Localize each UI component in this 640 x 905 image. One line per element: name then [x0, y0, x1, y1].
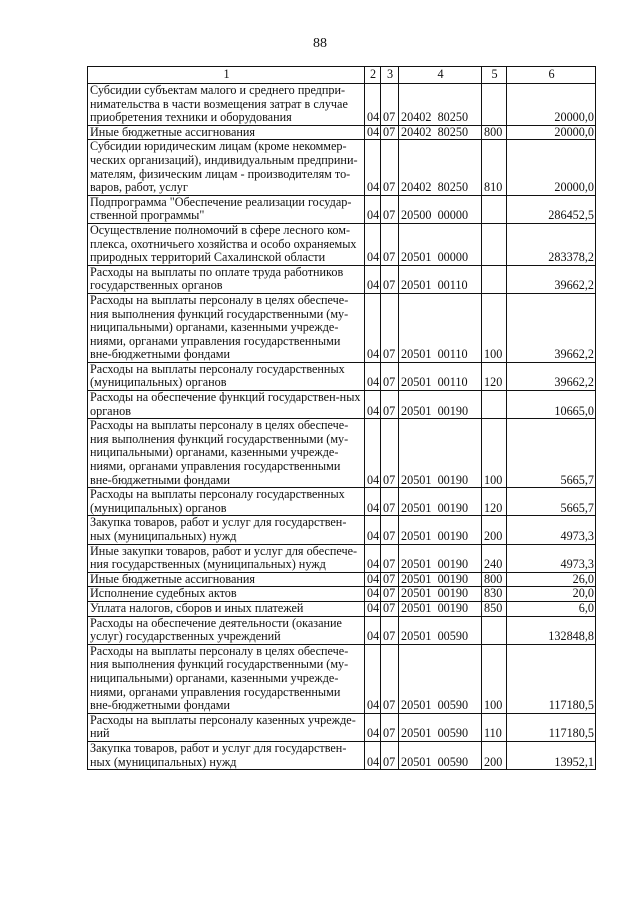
cell-expense-type [482, 265, 507, 293]
cell-subsection: 07 [381, 362, 399, 390]
cell-sum: 4973,3 [507, 516, 596, 544]
cell-name: Расходы на обеспечение функций государствен-ных органов [88, 391, 365, 419]
table-row [88, 644, 596, 713]
cell-article: 20501 00190 [399, 488, 482, 516]
table-row [88, 265, 596, 293]
cell-expense-type: 120 [482, 362, 507, 390]
cell-sum: 13952,1 [507, 741, 596, 769]
cell-name: Осуществление полномочий в сфере лесного ком-плекса, охотничьего хозяйства и особо охраняемых природных территорий Сахалинской области [88, 223, 365, 265]
header-row [88, 67, 596, 84]
cell-subsection: 07 [381, 195, 399, 223]
cell-expense-type: 100 [482, 293, 507, 362]
cell-expense-type [482, 391, 507, 419]
cell-section: 04 [365, 293, 381, 362]
cell-name: Исполнение судебных актов [88, 587, 365, 602]
cell-subsection: 07 [381, 488, 399, 516]
table-row [88, 391, 596, 419]
cell-section: 04 [365, 644, 381, 713]
budget-table [87, 66, 596, 770]
cell-expense-type [482, 84, 507, 126]
cell-section: 04 [365, 587, 381, 602]
cell-article: 20501 00190 [399, 391, 482, 419]
cell-article: 20501 00000 [399, 223, 482, 265]
cell-sum: 20000,0 [507, 140, 596, 195]
cell-sum: 39662,2 [507, 293, 596, 362]
cell-section: 04 [365, 223, 381, 265]
cell-article: 20402 80250 [399, 84, 482, 126]
cell-article: 20500 00000 [399, 195, 482, 223]
cell-expense-type: 200 [482, 741, 507, 769]
table-body [88, 84, 596, 770]
cell-expense-type: 800 [482, 572, 507, 587]
cell-subsection: 07 [381, 587, 399, 602]
cell-section: 04 [365, 419, 381, 488]
table-row [88, 293, 596, 362]
cell-name: Расходы на обеспечение деятельности (оказание услуг) государственных учреждений [88, 616, 365, 644]
table-row [88, 488, 596, 516]
cell-article: 20501 00110 [399, 265, 482, 293]
cell-sum: 286452,5 [507, 195, 596, 223]
header-cell-sum: 6 [507, 67, 596, 84]
cell-name: Расходы на выплаты персоналу в целях обеспече-ния выполнения функций государственными (му-ниципальными) органами, казенными учрежде-ниями, органами управления государственными вне-бюджетными фондами [88, 644, 365, 713]
cell-expense-type: 120 [482, 488, 507, 516]
cell-name: Закупка товаров, работ и услуг для государствен-ных (муниципальных) нужд [88, 516, 365, 544]
cell-name: Закупка товаров, работ и услуг для государствен-ных (муниципальных) нужд [88, 741, 365, 769]
cell-article: 20501 00190 [399, 601, 482, 616]
cell-sum: 39662,2 [507, 362, 596, 390]
cell-name: Расходы на выплаты по оплате труда работников государственных органов [88, 265, 365, 293]
table-row [88, 572, 596, 587]
table-row [88, 516, 596, 544]
table-row [88, 125, 596, 140]
cell-section: 04 [365, 713, 381, 741]
cell-article: 20501 00190 [399, 572, 482, 587]
cell-expense-type: 240 [482, 544, 507, 572]
cell-expense-type: 200 [482, 516, 507, 544]
cell-article: 20501 00590 [399, 644, 482, 713]
cell-name: Расходы на выплаты персоналу в целях обеспече-ния выполнения функций государственными (му-ниципальными) органами, казенными учрежде-ниями, органами управления государственными вне-бюджетными фондами [88, 419, 365, 488]
cell-name: Расходы на выплаты персоналу казенных учрежде-ний [88, 713, 365, 741]
cell-section: 04 [365, 601, 381, 616]
table-row [88, 362, 596, 390]
cell-name: Иные бюджетные ассигнования [88, 572, 365, 587]
cell-section: 04 [365, 572, 381, 587]
cell-sum: 39662,2 [507, 265, 596, 293]
table-row [88, 544, 596, 572]
header-cell-section: 2 [365, 67, 381, 84]
cell-sum: 10665,0 [507, 391, 596, 419]
cell-article: 20501 00190 [399, 419, 482, 488]
cell-name: Расходы на выплаты персоналу государственных (муниципальных) органов [88, 362, 365, 390]
cell-subsection: 07 [381, 140, 399, 195]
cell-subsection: 07 [381, 265, 399, 293]
cell-article: 20501 00190 [399, 587, 482, 602]
cell-section: 04 [365, 741, 381, 769]
cell-article: 20501 00110 [399, 293, 482, 362]
cell-subsection: 07 [381, 572, 399, 587]
cell-name: Расходы на выплаты персоналу в целях обеспече-ния выполнения функций государственными (му-ниципальными) органами, казенными учрежде-ниями, органами управления государственными вне-бюджетными фондами [88, 293, 365, 362]
cell-subsection: 07 [381, 391, 399, 419]
cell-section: 04 [365, 84, 381, 126]
cell-name: Иные бюджетные ассигнования [88, 125, 365, 140]
cell-article: 20501 00590 [399, 616, 482, 644]
cell-section: 04 [365, 616, 381, 644]
cell-expense-type: 100 [482, 644, 507, 713]
cell-subsection: 07 [381, 125, 399, 140]
cell-expense-type: 810 [482, 140, 507, 195]
cell-subsection: 07 [381, 616, 399, 644]
cell-section: 04 [365, 488, 381, 516]
cell-sum: 117180,5 [507, 713, 596, 741]
table-row [88, 741, 596, 769]
cell-expense-type: 830 [482, 587, 507, 602]
table-row [88, 84, 596, 126]
cell-sum: 132848,8 [507, 616, 596, 644]
header-cell-expense-type: 5 [482, 67, 507, 84]
cell-section: 04 [365, 195, 381, 223]
cell-article: 20501 00190 [399, 516, 482, 544]
cell-section: 04 [365, 516, 381, 544]
cell-subsection: 07 [381, 713, 399, 741]
cell-sum: 117180,5 [507, 644, 596, 713]
cell-sum: 20000,0 [507, 125, 596, 140]
cell-article: 20402 80250 [399, 125, 482, 140]
cell-section: 04 [365, 391, 381, 419]
cell-article: 20402 80250 [399, 140, 482, 195]
cell-name: Субсидии юридическим лицам (кроме некоммер-ческих организаций), индивидуальным предприни-мателям, физическим лицам - производителям то-варов, работ, услуг [88, 140, 365, 195]
cell-sum: 5665,7 [507, 419, 596, 488]
cell-sum: 26,0 [507, 572, 596, 587]
cell-article: 20501 00590 [399, 713, 482, 741]
cell-name: Иные закупки товаров, работ и услуг для обеспече-ния государственных (муниципальных) нужд [88, 544, 365, 572]
cell-expense-type [482, 195, 507, 223]
cell-subsection: 07 [381, 223, 399, 265]
cell-sum: 283378,2 [507, 223, 596, 265]
cell-subsection: 07 [381, 419, 399, 488]
cell-sum: 20000,0 [507, 84, 596, 126]
cell-subsection: 07 [381, 601, 399, 616]
table-row [88, 195, 596, 223]
table-row [88, 616, 596, 644]
cell-article: 20501 00590 [399, 741, 482, 769]
cell-section: 04 [365, 140, 381, 195]
cell-expense-type: 100 [482, 419, 507, 488]
cell-name: Уплата налогов, сборов и иных платежей [88, 601, 365, 616]
cell-name: Подпрограмма "Обеспечение реализации государ-ственной программы" [88, 195, 365, 223]
cell-sum: 20,0 [507, 587, 596, 602]
table-row [88, 140, 596, 195]
cell-expense-type: 110 [482, 713, 507, 741]
cell-section: 04 [365, 125, 381, 140]
cell-expense-type: 850 [482, 601, 507, 616]
cell-article: 20501 00110 [399, 362, 482, 390]
page-number: 88 [313, 36, 327, 51]
header-cell-subsection: 3 [381, 67, 399, 84]
cell-section: 04 [365, 544, 381, 572]
cell-subsection: 07 [381, 741, 399, 769]
cell-name: Субсидии субъектам малого и среднего предпри-нимательства в части возмещения затрат в случае приобретения техники и оборудования [88, 84, 365, 126]
cell-section: 04 [365, 265, 381, 293]
cell-subsection: 07 [381, 293, 399, 362]
cell-subsection: 07 [381, 644, 399, 713]
cell-article: 20501 00190 [399, 544, 482, 572]
header-cell-article: 4 [399, 67, 482, 84]
cell-subsection: 07 [381, 84, 399, 126]
cell-subsection: 07 [381, 516, 399, 544]
table-row [88, 713, 596, 741]
cell-section: 04 [365, 362, 381, 390]
table-row [88, 419, 596, 488]
cell-expense-type: 800 [482, 125, 507, 140]
cell-sum: 6,0 [507, 601, 596, 616]
cell-name: Расходы на выплаты персоналу государственных (муниципальных) органов [88, 488, 365, 516]
cell-subsection: 07 [381, 544, 399, 572]
cell-sum: 4973,3 [507, 544, 596, 572]
header-cell-name: 1 [88, 67, 365, 84]
cell-sum: 5665,7 [507, 488, 596, 516]
cell-expense-type [482, 223, 507, 265]
table-row [88, 587, 596, 602]
table-row [88, 223, 596, 265]
cell-expense-type [482, 616, 507, 644]
table-row [88, 601, 596, 616]
